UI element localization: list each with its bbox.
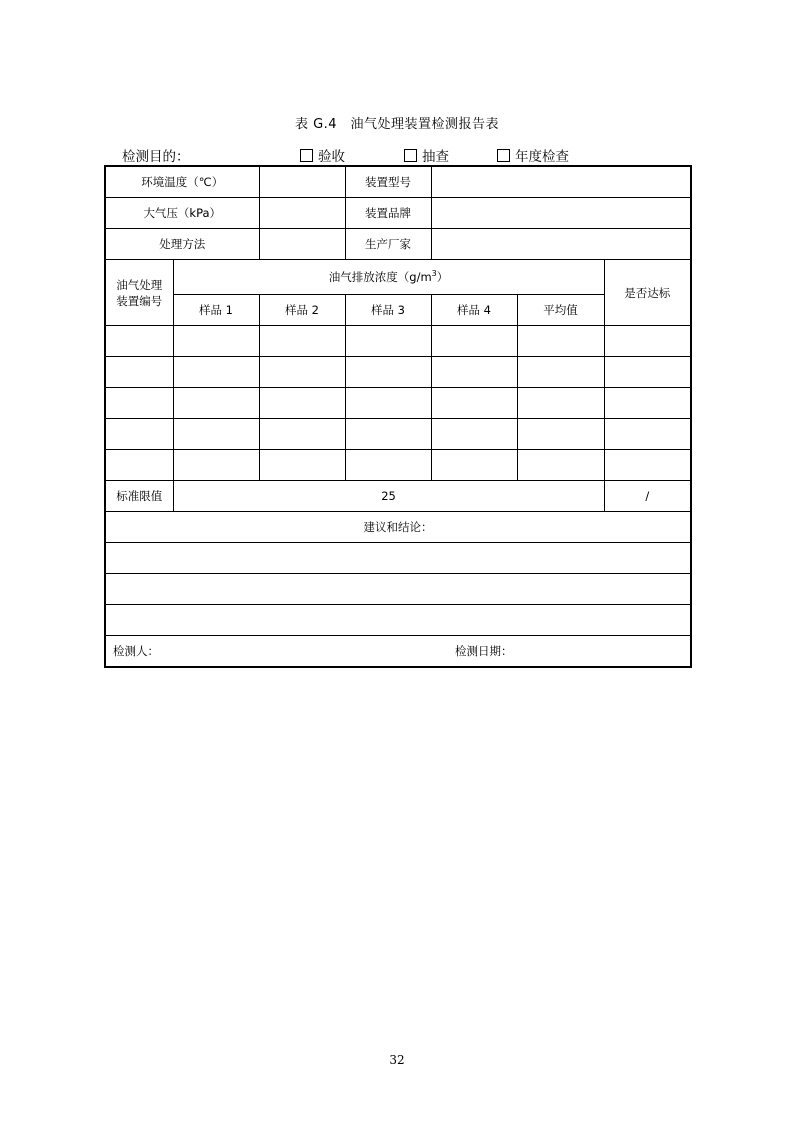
data-cell[interactable] [345,450,431,481]
data-cell[interactable] [431,388,517,419]
device-brand-label: 装置品牌 [345,198,431,229]
data-cell[interactable] [173,388,259,419]
page-title: 表 G.4 油气处理装置检测报告表 [294,117,500,132]
ambient-temp-value[interactable] [259,166,345,198]
data-cell[interactable] [105,450,173,481]
data-cell[interactable] [259,326,345,357]
data-cell[interactable] [345,357,431,388]
device-model-value[interactable] [431,166,691,198]
data-cell[interactable] [517,419,604,450]
data-cell[interactable] [604,357,691,388]
conclusion-input-line[interactable] [105,543,691,574]
table-row [105,357,691,388]
table-row [105,388,691,419]
pressure-value[interactable] [259,198,345,229]
info-row [105,229,691,260]
data-cell[interactable] [173,357,259,388]
option-acceptance-label: 验收 [318,149,345,165]
data-cell[interactable] [604,450,691,481]
concentration-unit-exponent: 3 [431,269,437,279]
average-header: 平均值 [517,295,604,326]
table-row [105,419,691,450]
data-cell[interactable] [173,419,259,450]
standard-limit-value: 25 [173,481,604,512]
conclusion-input-line[interactable] [105,605,691,636]
data-cell[interactable] [604,326,691,357]
inspector-label: 检测人： [113,644,159,658]
device-id-header-line1: 油气处理 [116,277,163,292]
checkbox-acceptance[interactable] [300,149,313,162]
concentration-header-text: 油气排放浓度（g/m [328,270,432,284]
option-spot-check[interactable] [404,145,449,165]
compliance-header: 是否达标 [604,260,691,326]
data-cell[interactable] [604,388,691,419]
data-cell[interactable] [173,450,259,481]
conclusion-label: 建议和结论： [105,512,691,543]
data-cell[interactable] [259,419,345,450]
info-row [105,198,691,229]
data-cell[interactable] [105,357,173,388]
data-cell[interactable] [345,388,431,419]
data-cell[interactable] [517,388,604,419]
data-cell[interactable] [431,419,517,450]
concentration-header [173,260,604,295]
measure-header-row [105,260,691,295]
checkbox-annual-check[interactable] [497,149,510,162]
device-id-header [105,260,173,326]
pressure-label: 大气压（kPa） [105,198,259,229]
option-annual-check[interactable] [497,145,569,165]
purpose-label: 检测目的： [122,149,190,165]
sample-1-header: 样品 1 [173,295,259,326]
method-label: 处理方法 [105,229,259,260]
data-cell[interactable] [173,326,259,357]
data-cell[interactable] [105,419,173,450]
data-cell[interactable] [517,450,604,481]
manufacturer-label: 生产厂家 [345,229,431,260]
data-cell[interactable] [517,357,604,388]
data-cell[interactable] [105,326,173,357]
data-cell[interactable] [259,450,345,481]
data-cell[interactable] [431,326,517,357]
device-model-label: 装置型号 [345,166,431,198]
conclusion-line [105,605,691,636]
device-brand-value[interactable] [431,198,691,229]
inspection-purpose [122,145,682,163]
signature-row [105,636,691,668]
data-cell[interactable] [431,450,517,481]
manufacturer-value[interactable] [431,229,691,260]
data-cell[interactable] [345,419,431,450]
sample-header-row [105,295,691,326]
data-cell[interactable] [259,388,345,419]
data-cell[interactable] [105,388,173,419]
conclusion-input-line[interactable] [105,574,691,605]
table-row [105,326,691,357]
signature-cell [105,636,691,668]
sample-3-header: 样品 3 [345,295,431,326]
conclusion-line [105,574,691,605]
table-row [105,450,691,481]
method-value[interactable] [259,229,345,260]
sample-4-header: 样品 4 [431,295,517,326]
option-spot-check-label: 抽查 [422,149,449,165]
standard-limit-label: 标准限值 [105,481,173,512]
option-acceptance[interactable] [300,145,345,165]
info-row [105,166,691,198]
page-number: 32 [389,1053,405,1067]
device-id-header-line2: 装置编号 [116,293,163,308]
conclusion-label-row [105,512,691,543]
data-cell[interactable] [431,357,517,388]
data-cell[interactable] [517,326,604,357]
data-cell[interactable] [345,326,431,357]
option-annual-check-label: 年度检查 [515,149,569,165]
ambient-temp-label: 环境温度（℃） [105,166,259,198]
inspection-date-label: 检测日期： [455,644,513,658]
conclusion-line [105,543,691,574]
checkbox-spot-check[interactable] [404,149,417,162]
report-table [104,165,692,668]
sample-2-header: 样品 2 [259,295,345,326]
data-cell[interactable] [604,419,691,450]
standard-limit-compliance: / [604,481,691,512]
data-cell[interactable] [259,357,345,388]
standard-limit-row [105,481,691,512]
concentration-header-suffix: ） [436,270,449,284]
